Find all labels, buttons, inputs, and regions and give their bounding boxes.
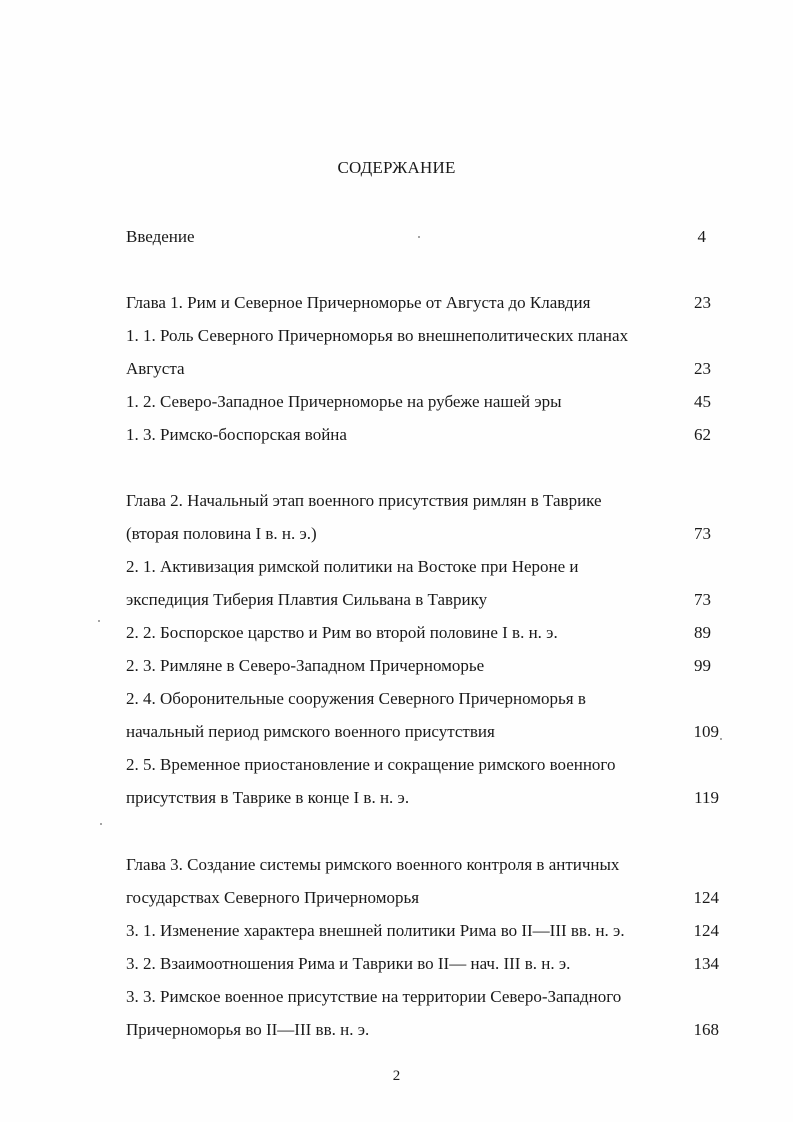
toc-intro-label: Введение [126, 227, 195, 246]
toc-3-2-page: 134 [693, 954, 719, 973]
toc-chapter1-page: 23 [694, 293, 711, 312]
toc-3-3-line2: Причерноморья во II—III вв. н. э. [126, 1020, 370, 1039]
toc-3-1: 3. 1. Изменение характера внешней политики Рима во II—III вв. н. э. [126, 921, 625, 940]
toc-2-2: 2. 2. Боспорское царство и Рим во второй половине I в. н. э. [126, 623, 558, 642]
toc-2-5-line1: 2. 5. Временное приостановление и сокращение римского военного [126, 755, 616, 774]
toc-2-4-page: 109 [693, 722, 719, 741]
toc-3-2: 3. 2. Взаимоотношения Рима и Таврики во II— нач. III в. н. э. [126, 954, 571, 973]
toc-2-4-line1: 2. 4. Оборонительные сооружения Северного Причерноморья в [126, 689, 586, 708]
toc-chapter3-heading-line1: Глава 3. Создание системы римского военного контроля в античных [126, 855, 620, 874]
scan-speck [720, 738, 722, 740]
toc-1-3-page: 62 [694, 425, 711, 444]
toc-chapter2-heading-line1: Глава 2. Начальный этап военного присутствия римлян в Таврике [126, 491, 602, 510]
toc-1-1-line1: 1. 1. Роль Северного Причерноморья во внешнеполитических планах [126, 326, 629, 345]
toc-intro-page: 4 [697, 227, 706, 246]
scan-speck [418, 236, 420, 238]
toc-1-2-page: 45 [694, 392, 711, 411]
toc-chapter2-page: 73 [694, 524, 711, 543]
toc-3-1-page: 124 [693, 921, 719, 940]
page-number: 2 [392, 1068, 401, 1084]
toc-1-1-page: 23 [694, 359, 711, 378]
toc-chapter2-heading-line2: (вторая половина I в. н. э.) [126, 524, 317, 543]
scan-speck [98, 620, 100, 622]
toc-chapter1-heading: Глава 1. Рим и Северное Причерноморье от Августа до Клавдия [126, 293, 591, 312]
toc-chapter3-page: 124 [693, 888, 719, 907]
toc-2-3-page: 99 [694, 656, 711, 675]
toc-2-5-page: 119 [694, 788, 719, 807]
toc-2-4-line2: начальный период римского военного присутствия [126, 722, 495, 741]
page-title: СОДЕРЖАНИЕ [337, 158, 456, 177]
toc-3-3-line1: 3. 3. Римское военное присутствие на территории Северо-Западного [126, 987, 622, 1006]
toc-1-3: 1. 3. Римско-боспорская война [126, 425, 347, 444]
toc-2-1-line1: 2. 1. Активизация римской политики на Востоке при Нероне и [126, 557, 579, 576]
toc-2-2-page: 89 [694, 623, 711, 642]
toc-3-3-page: 168 [693, 1020, 719, 1039]
scan-speck [100, 823, 102, 825]
toc-1-2: 1. 2. Северо-Западное Причерноморье на рубеже нашей эры [126, 392, 562, 411]
toc-1-1-line2: Августа [126, 359, 185, 378]
toc-2-1-line2: экспедиция Тиберия Плавтия Сильвана в Таврику [126, 590, 488, 609]
toc-2-1-page: 73 [694, 590, 711, 609]
toc-2-3: 2. 3. Римляне в Северо-Западном Причерноморье [126, 656, 485, 675]
toc-chapter3-heading-line2: государствах Северного Причерноморья [126, 888, 420, 907]
toc-2-5-line2: присутствия в Таврике в конце I в. н. э. [126, 788, 410, 807]
